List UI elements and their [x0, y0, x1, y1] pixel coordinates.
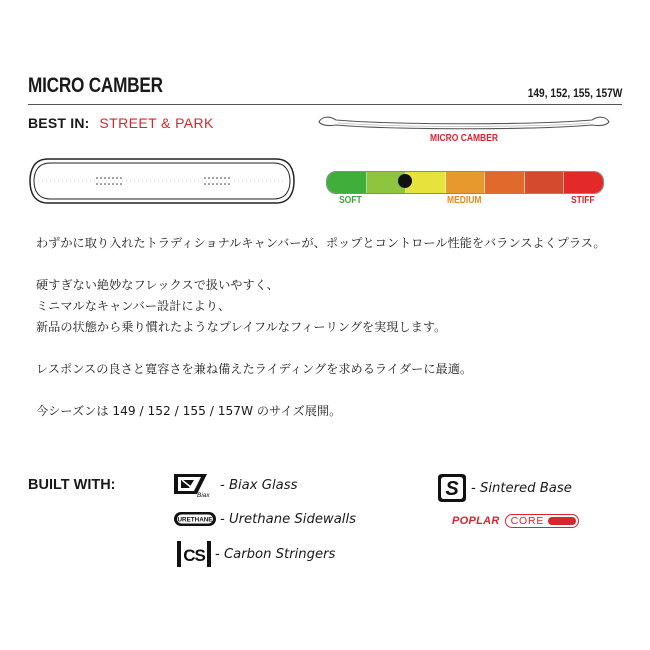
- sintered-base-icon: [436, 472, 468, 504]
- tech-label: - Sintered Base: [471, 480, 572, 496]
- flex-label-stiff: STIFF: [571, 195, 595, 206]
- svg-text:Biax: Biax: [197, 492, 210, 498]
- description-line: ミニマルなキャンバー設計により、: [36, 299, 231, 313]
- description-line: レスポンスの良さと寛容さを兼ね備えたライディングを求めるライダーに最適。: [36, 362, 473, 376]
- flex-segment: [406, 172, 446, 193]
- tech-sintered-base: [436, 472, 572, 504]
- poplar-core-badge: [452, 514, 579, 528]
- svg-text:S: S: [445, 478, 459, 500]
- available-sizes: 149, 152, 155, 157W: [527, 86, 622, 100]
- flex-segment: [525, 172, 565, 193]
- biax-glass-icon: [173, 472, 217, 498]
- svg-text:URETHANE: URETHANE: [177, 516, 213, 524]
- flex-scale-bar: [326, 171, 604, 194]
- best-in-row: [28, 115, 214, 131]
- camber-profile-label: MICRO CAMBER: [430, 133, 498, 144]
- carbon-stringers-icon: [176, 540, 212, 568]
- core-pill: [505, 514, 579, 528]
- best-in-label: BEST IN:: [28, 115, 90, 131]
- flex-rating-marker: [398, 174, 412, 188]
- board-top-view-illustration: [28, 156, 296, 206]
- profile-title: MICRO CAMBER: [28, 74, 163, 97]
- tech-biax-glass: [173, 472, 297, 498]
- flex-segment: [564, 172, 603, 193]
- description-line: 新品の状態から乗り慣れたようなプレイフルなフィーリングを実現します。: [36, 320, 447, 334]
- urethane-icon: [173, 510, 217, 528]
- flex-segment: [485, 172, 525, 193]
- core-wood-label: POPLAR: [452, 515, 500, 527]
- description-line: 硬すぎない絶妙なフレックスで扱いやすく、: [36, 278, 279, 292]
- best-in-value: STREET & PARK: [99, 115, 214, 131]
- built-with-heading: BUILT WITH:: [28, 477, 116, 493]
- svg-text:CS: CS: [183, 546, 205, 565]
- tech-urethane-sidewalls: [173, 510, 356, 528]
- header-divider: [28, 104, 622, 105]
- tech-label: - Biax Glass: [220, 477, 298, 493]
- core-pill-text: CORE: [510, 515, 545, 527]
- tech-label: - Urethane Sidewalls: [220, 511, 356, 527]
- flex-label-medium: MEDIUM: [447, 195, 482, 206]
- flex-label-soft: SOFT: [339, 195, 362, 206]
- tech-carbon-stringers: [176, 540, 335, 568]
- core-pill-fill: [548, 517, 576, 525]
- description-line: 今シーズンは 149 / 152 / 155 / 157W のサイズ展開。: [36, 404, 342, 418]
- flex-segment: [327, 172, 367, 193]
- flex-segment: [446, 172, 486, 193]
- tech-label: - Carbon Stringers: [215, 546, 336, 562]
- description-line: わずかに取り入れたトラディショナルキャンバーが、ポップとコントロール性能をバランスよくプラス。: [36, 236, 606, 250]
